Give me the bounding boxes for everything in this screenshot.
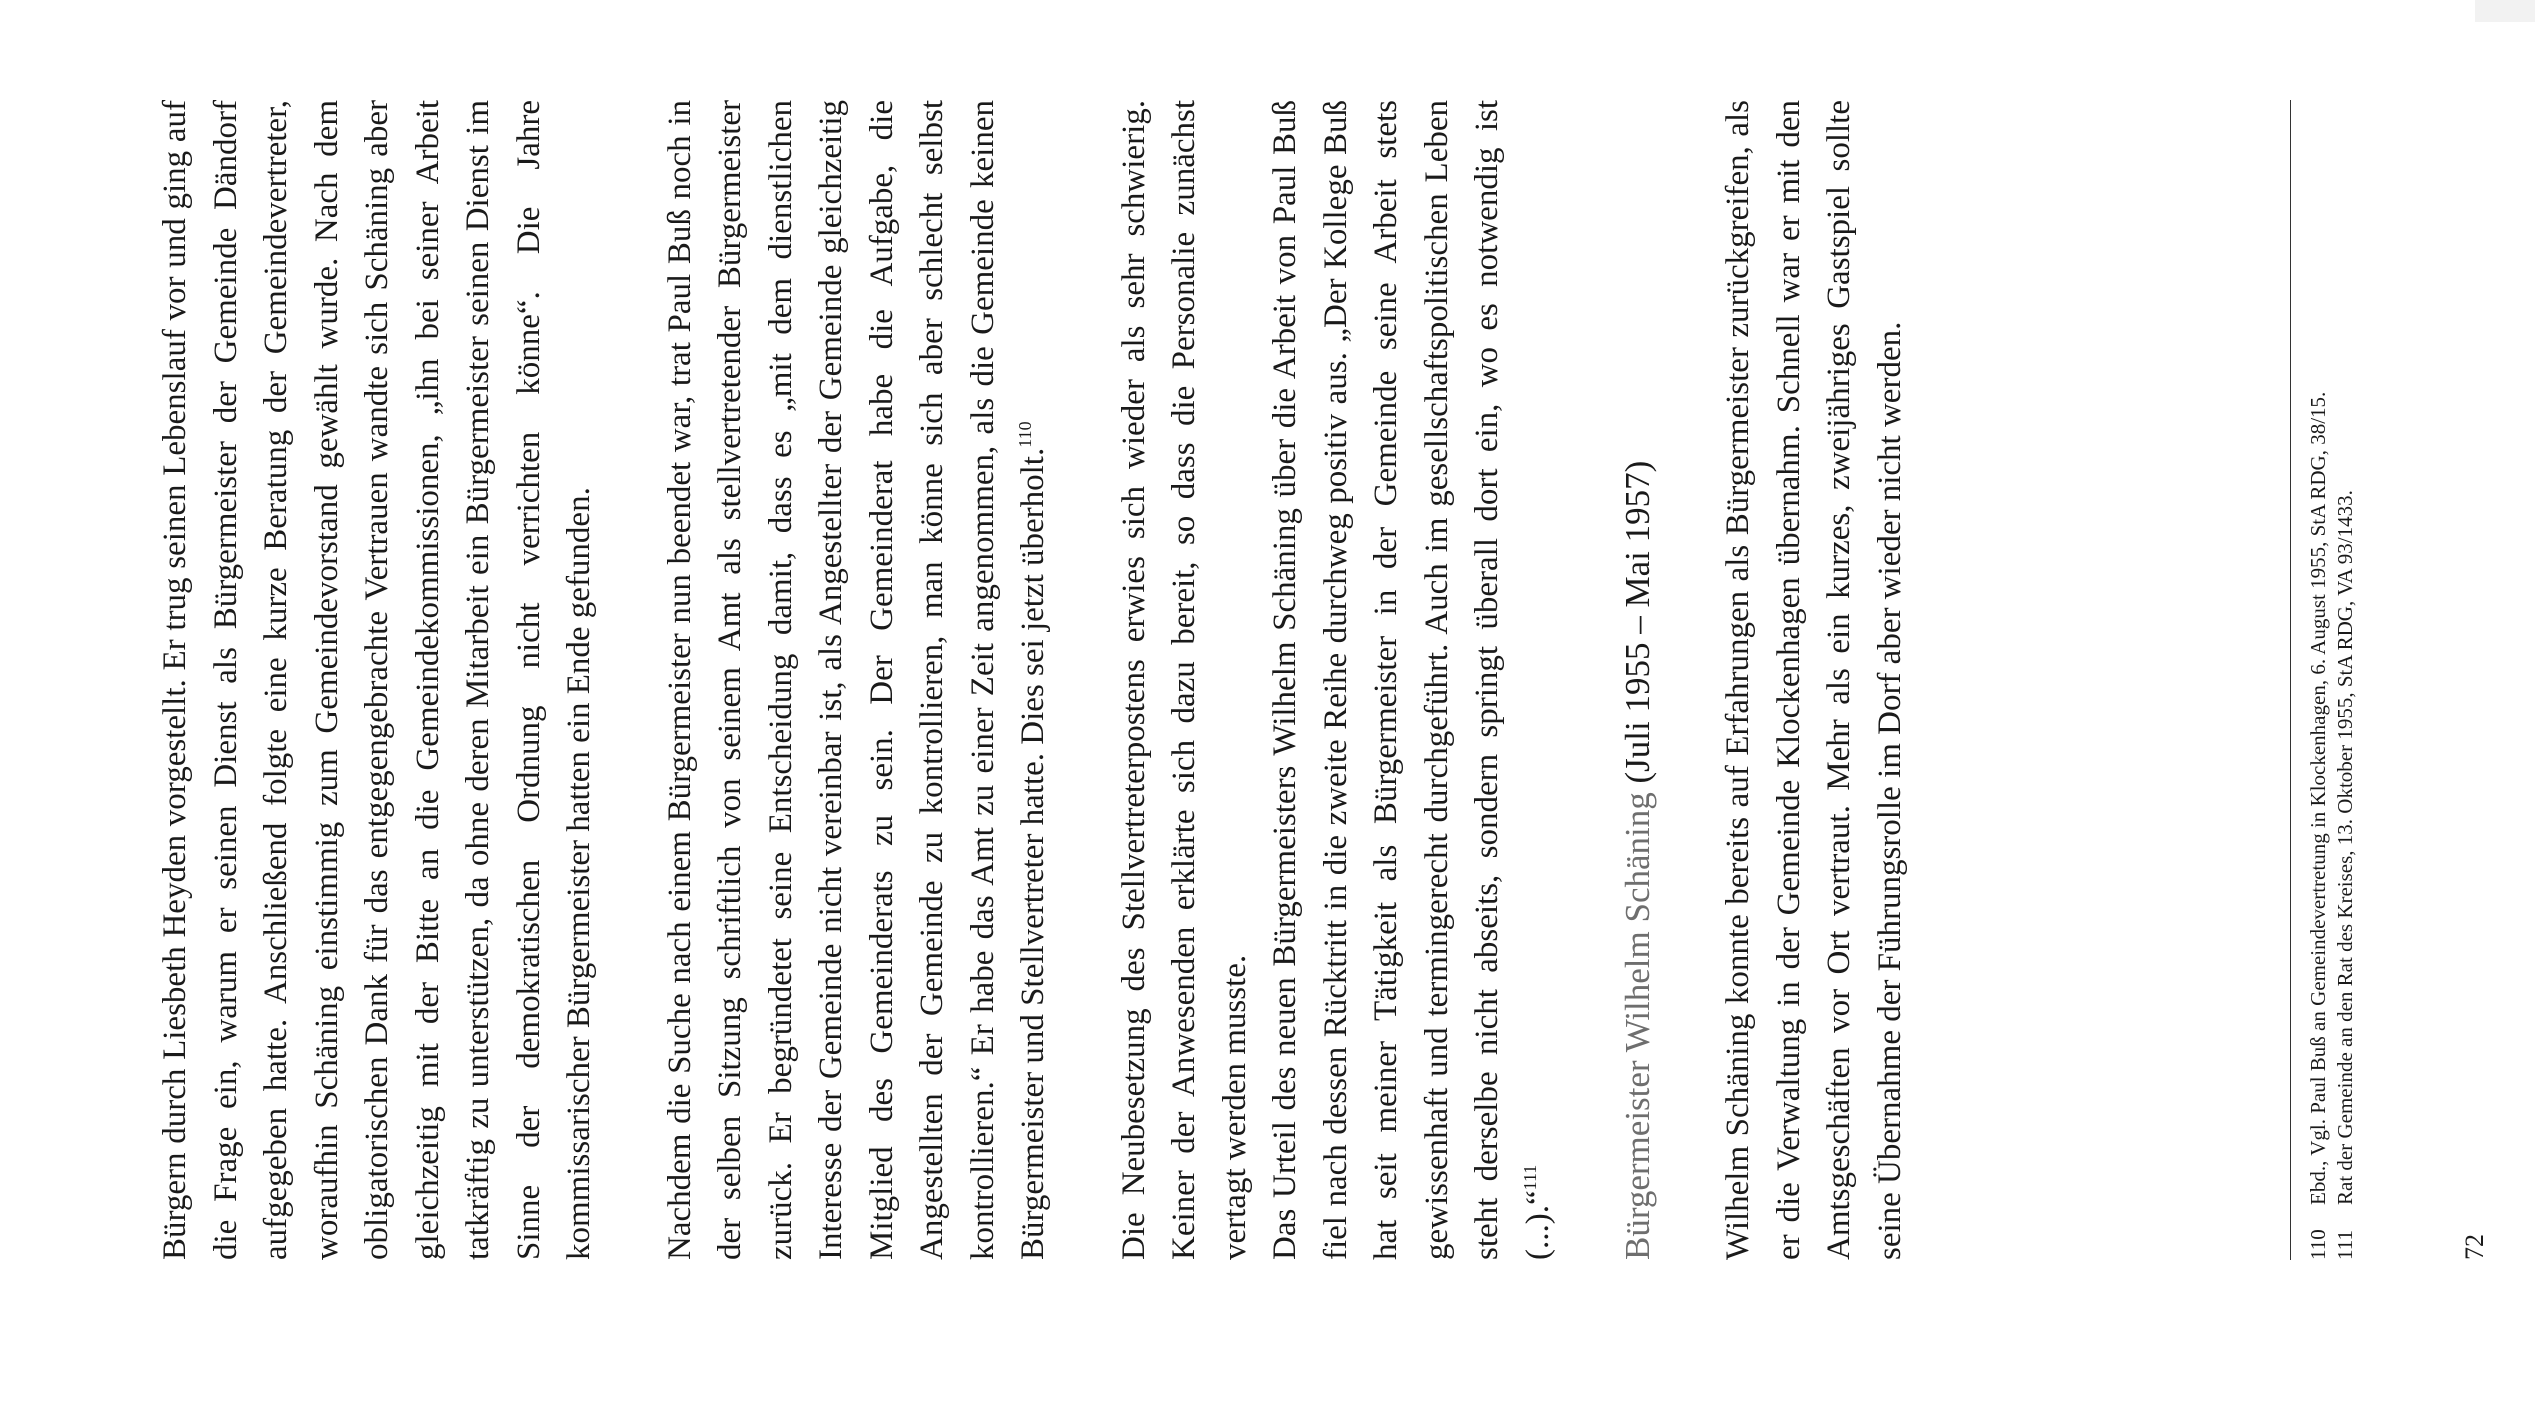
book-page (150, 100, 2500, 1260)
footnote-ref-110[interactable]: 110 (1015, 421, 1035, 448)
paragraph-5: Wilhelm Schäning konnte bereits auf Erfahrungen als Bürgermeister zurückgreifen, als er die Verwaltung in der Gemeinde Klockenhagen übernahm. Schnell war er mit den Amtsgeschäften vor Ort vertraut. Mehr als ein kurzes, zweijähriges Gastspiel sollte seine Übernahme der Führungsrolle im Dorf aber wieder nicht werden. (1720, 100, 1908, 1260)
footnote-110 (2305, 100, 2332, 1260)
footnotes (2290, 100, 2359, 1260)
scan-edge (2475, 0, 2535, 22)
section-heading-name: Bürgermeister Wilhelm Schäning (1618, 792, 1657, 1260)
footnote-111 (2332, 100, 2359, 1260)
paragraph-2: Nachdem die Suche nach einem Bürgermeister nun beendet war, trat Paul Buß noch in der selben Sitzung schriftlich von seinem Amt als stellvertretender Bürgermeister zurück. Er begründetet seine Entscheidung damit, dass es „mit dem dienstlichen Interesse der Gemeinde nicht vereinbar ist, als Angestellter der Gemeinde gleichzeitig Mitglied des Gemeinderats zu sein. Der Gemeinderat habe die Aufgabe, die Angestellten der Gemeinde zu kontrollieren, man könne sich aber schlecht selbst kontrollieren.“ Er habe das Amt zu einer Zeit angenommen, als die Gemeinde keinen Bürgermeister und Stellvertreter hatte. Dies sei jetzt überholt.$^{110}$ (661, 100, 1051, 1260)
paragraph-4: Das Urteil des neuen Bürgermeisters Wilhelm Schäning über die Arbeit von Paul Buß fiel nach dessen Rücktritt in die zweite Reihe durchweg positiv aus. „Der Kollege Buß hat seit meiner Tätigkeit als Bürgermeister in der Gemeinde seine Arbeit stets gewissenhaft und termingerecht durchgeführt. Auch im gesellschaftspolitischen Leben steht derselbe nicht abseits, sondern springt überall dort ein, wo es notwendig ist (...).“$^{111}$ (1267, 100, 1556, 1260)
section-heading (1613, 100, 1663, 1260)
footnote-ref-111[interactable]: 111 (1519, 1164, 1540, 1191)
paragraph-3: Die Neubesetzung des Stellvertreterpostens erwies sich wieder als sehr schwierig. Keiner der Anwesenden erklärte sich dazu bereit, so dass die Personalie zunächst vertagt werden musste. (1115, 100, 1253, 1260)
paragraph-1: Bürgern durch Liesbeth Heyden vorgestellt. Er trug seinen Lebenslauf vor und ging auf die Frage ein, warum er seinen Dienst als Bürgermeister der Gemeinde Dändorf aufgegeben hatte. Anschließend folgte eine kurze Beratung der Gemeindevertreter, woraufhin Schäning einstimmig zum Gemeindevorstand gewählt wurde. Nach dem obligatorischen Dank für das entgegengebrachte Vertrauen wandte sich Schäning aber gleichzeitig mit der Bitte an die Gemeindekommissionen, „ihn bei seiner Arbeit tatkräftig zu unterstützen, da ohne deren Mitarbeit ein Bürgermeister seinen Dienst im Sinne der demokratischen Ordnung nicht verrichten könne“. Die Jahre kommissarischer Bürgermeister hatten ein Ende gefunden. (157, 100, 597, 1260)
footnote-number: 110 (2306, 1229, 2330, 1260)
footnote-text: Ebd., Vgl. Paul Buß an Gemeindevertretung in Klockenhagen, 6. August 1955, StA RDG, 38/15. (2306, 391, 2330, 1205)
body-text (150, 100, 1965, 1260)
page-number: 72 (2460, 1234, 2489, 1260)
footnote-text: Rat der Gemeinde an den Rat des Kreises, 13. Oktober 1955, StA RDG, VA 93/1433. (2333, 490, 2357, 1205)
section-heading-dates: (Juli 1955 – Mai 1957) (1618, 460, 1657, 793)
footnote-number: 111 (2333, 1230, 2357, 1260)
